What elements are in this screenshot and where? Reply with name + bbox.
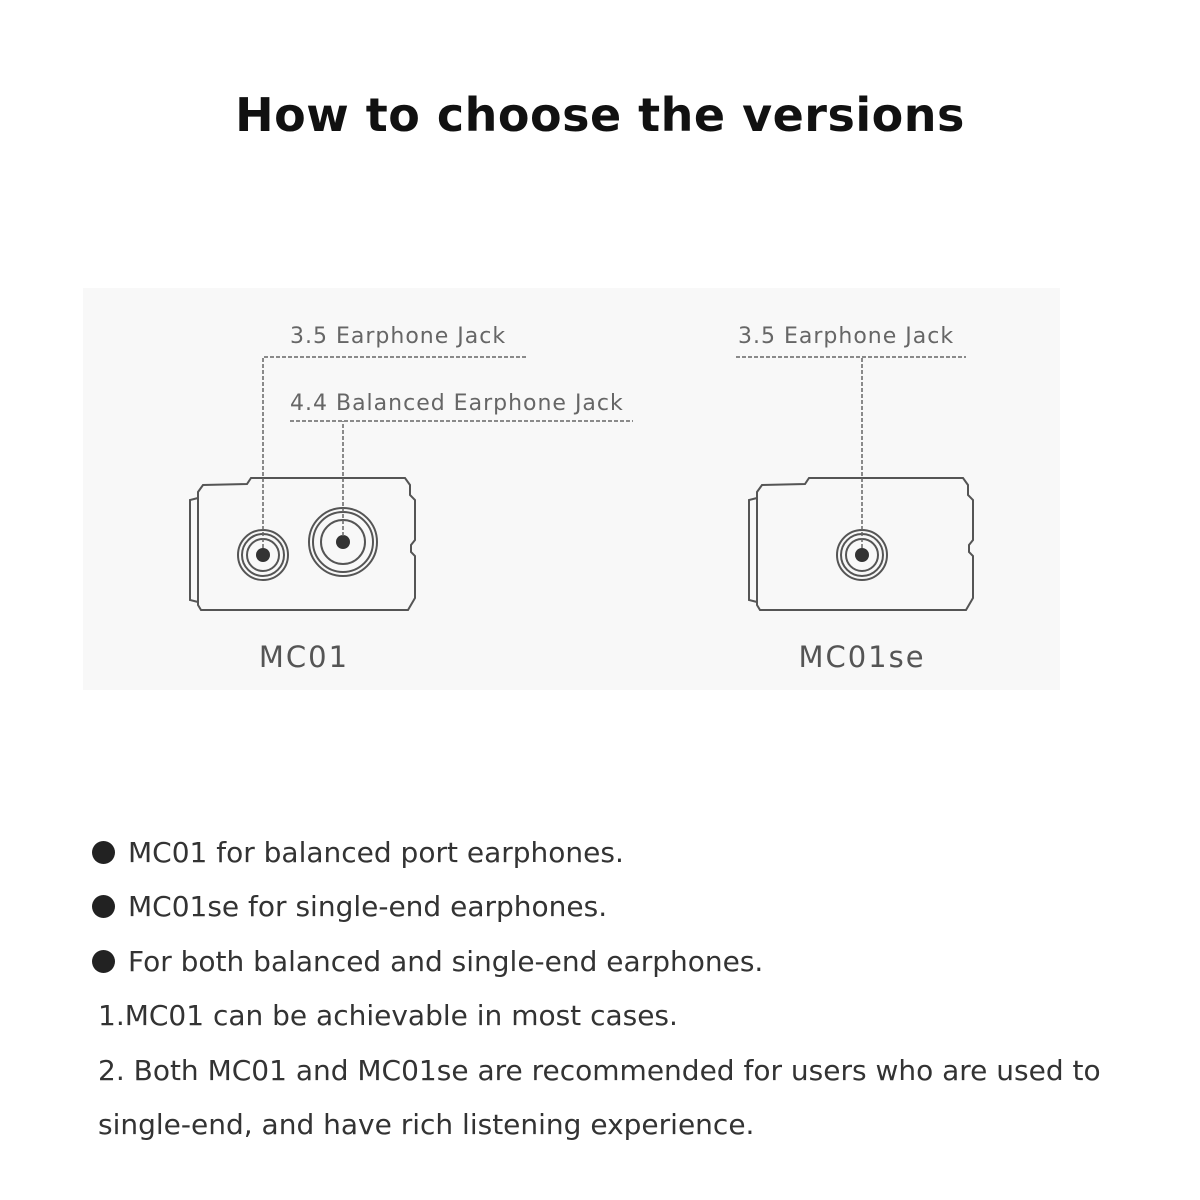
bullet-item: [92, 935, 1101, 989]
numbered-item: 2. Both MC01 and MC01se are recommended for users who are used to: [98, 1053, 1101, 1087]
bullet-text: MC01 for balanced port earphones.: [128, 836, 624, 869]
mc01-device: [190, 478, 415, 610]
numbered-item-continued: single-end, and have rich listening experience.: [98, 1107, 755, 1141]
mc01se-leaders: [736, 357, 966, 548]
notes-list: [92, 826, 1101, 1152]
page-title: How to choose the versions: [235, 88, 965, 142]
mc01-44-jack-label: 4.4 Balanced Earphone Jack: [290, 391, 624, 416]
bullet-dot-icon: [92, 895, 115, 918]
bullet-dot-icon: [92, 950, 115, 973]
bullet-dot-icon: [92, 841, 115, 864]
numbered-item: 1.MC01 can be achievable in most cases.: [98, 999, 678, 1033]
bullet-item: [92, 880, 1101, 934]
mc01-35-jack-label: 3.5 Earphone Jack: [290, 324, 507, 349]
bullet-text: MC01se for single-end earphones.: [128, 890, 608, 924]
mc01se-device: [749, 478, 973, 610]
mc01se-35-jack-label: 3.5 Earphone Jack: [738, 324, 955, 349]
mc01-model-label: MC01: [258, 640, 350, 674]
bullet-item: [92, 826, 1101, 880]
bullet-text: For both balanced and single-end earphones.: [128, 944, 764, 978]
mc01se-model-label: MC01se: [798, 640, 926, 674]
